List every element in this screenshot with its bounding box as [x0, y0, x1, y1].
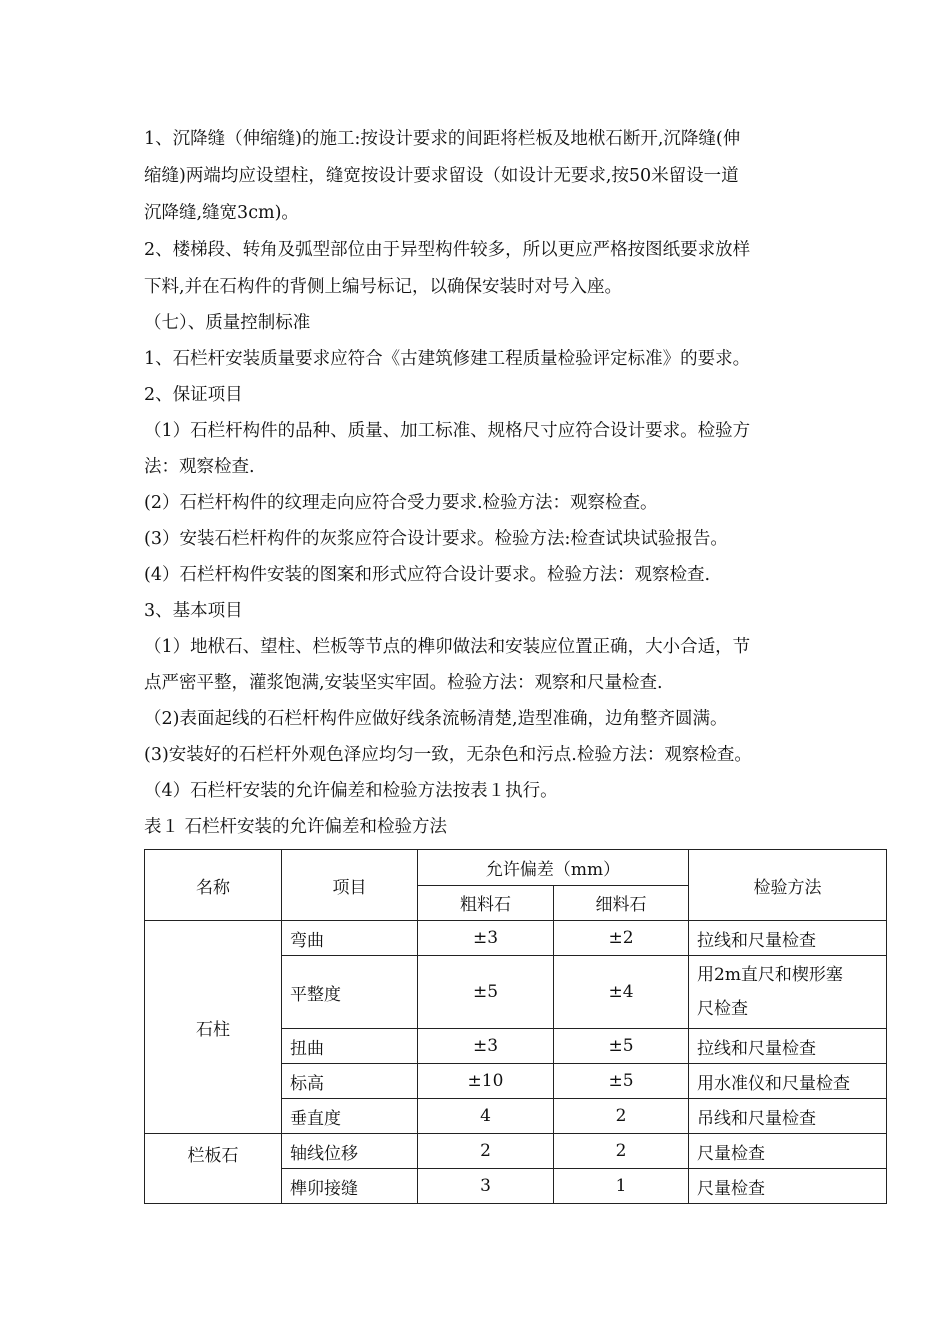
coarse-cell: ±3: [418, 921, 554, 956]
paragraph-line: （2)表面起线的石栏杆构件应做好线条流畅清楚,造型准确，边角整齐圆满。: [144, 709, 728, 729]
section-heading: （七）、质量控制标准: [144, 313, 311, 333]
table-caption: 表１ 石栏杆安装的允许偏差和检验方法: [144, 817, 448, 837]
method-cell: 用水准仪和尺量检查: [689, 1064, 887, 1099]
method-cell: 尺量检查: [689, 1169, 887, 1204]
header-tolerance: 允许偏差（mm）: [418, 850, 689, 886]
coarse-cell: ±5: [418, 956, 554, 1029]
fine-cell: 2: [554, 1099, 689, 1134]
paragraph-line: 缩缝)两端均应设望柱，缝宽按设计要求留设（如设计无要求,按50米留设一道: [144, 166, 739, 186]
paragraph-line: （4）石栏杆安装的允许偏差和检验方法按表１执行。: [144, 781, 558, 801]
table-row: [145, 1134, 887, 1169]
method-cell: 吊线和尺量检查: [689, 1099, 887, 1134]
header-coarse: 粗料石: [418, 885, 554, 921]
method-cell: 尺量检查: [689, 1134, 887, 1169]
fine-cell: ±2: [554, 921, 689, 956]
item-cell: 平整度: [282, 956, 418, 1029]
item-cell: 垂直度: [282, 1099, 418, 1134]
method-cell: 拉线和尺量检查: [689, 1029, 887, 1064]
subsection-heading: 3、基本项目: [144, 601, 243, 621]
paragraph-line: （1）石栏杆构件的品种、质量、加工标准、规格尺寸应符合设计要求。检验方: [144, 421, 751, 441]
fine-cell: 2: [554, 1134, 689, 1169]
coarse-cell: ±10: [418, 1064, 554, 1099]
paragraph-line: (3)安装好的石栏杆外观色泽应均匀一致，无杂色和污点.检验方法：观察检查。: [144, 745, 752, 765]
paragraph-line: （1）地栿石、望柱、栏板等节点的榫卯做法和安装应位置正确，大小合适，节: [144, 637, 751, 657]
subsection-heading: 2、保证项目: [144, 385, 243, 405]
method-cell: [689, 956, 887, 1029]
fine-cell: ±5: [554, 1064, 689, 1099]
table-header-row: [145, 850, 887, 886]
coarse-cell: 2: [418, 1134, 554, 1169]
fine-cell: 1: [554, 1169, 689, 1204]
paragraph-line: 1、石栏杆安装质量要求应符合《古建筑修建工程质量检验评定标准》的要求。: [144, 349, 751, 369]
coarse-cell: ±3: [418, 1029, 554, 1064]
item-cell: 榫卯接缝: [282, 1169, 418, 1204]
group-name-cell: 石柱: [145, 921, 282, 1134]
paragraph-line: 1、沉降缝（伸缩缝)的施工:按设计要求的间距将栏板及地栿石断开,沉降缝(伸: [144, 129, 741, 149]
header-item: 项目: [282, 850, 418, 921]
paragraph-line: 下料,并在石构件的背侧上编号标记，以确保安装时对号入座。: [144, 277, 623, 297]
header-method: 检验方法: [689, 850, 887, 921]
fine-cell: ±5: [554, 1029, 689, 1064]
item-cell: 轴线位移: [282, 1134, 418, 1169]
header-fine: 细料石: [554, 885, 689, 921]
coarse-cell: 3: [418, 1169, 554, 1204]
header-name: 名称: [145, 850, 282, 921]
paragraph-line: (4）石栏杆构件安装的图案和形式应符合设计要求。检验方法：观察检查.: [144, 565, 711, 585]
paragraph-line: 点严密平整，灌浆饱满,安装坚实牢固。检验方法：观察和尺量检查.: [144, 673, 663, 693]
paragraph-line: 法：观察检查.: [144, 457, 255, 477]
item-cell: 弯曲: [282, 921, 418, 956]
table-row: [145, 921, 887, 956]
paragraph-line: (3）安装石栏杆构件的灰浆应符合设计要求。检验方法:检查试块试验报告。: [144, 529, 728, 549]
group-name-cell: 栏板石: [145, 1134, 282, 1204]
tolerance-table: [144, 849, 887, 1204]
item-cell: 扭曲: [282, 1029, 418, 1064]
coarse-cell: 4: [418, 1099, 554, 1134]
paragraph-line: (2）石栏杆构件的纹理走向应符合受力要求.检验方法：观察检查。: [144, 493, 658, 513]
fine-cell: ±4: [554, 956, 689, 1029]
item-cell: 标高: [282, 1064, 418, 1099]
method-cell: 拉线和尺量检查: [689, 921, 887, 956]
method-line: 尺检查: [697, 999, 748, 1019]
paragraph-line: 沉降缝,缝宽3cm)。: [144, 203, 299, 223]
paragraph-line: 2、楼梯段、转角及弧型部位由于异型构件较多，所以更应严格按图纸要求放样: [144, 240, 751, 260]
method-line: 用2m直尺和楔形塞: [697, 965, 843, 985]
